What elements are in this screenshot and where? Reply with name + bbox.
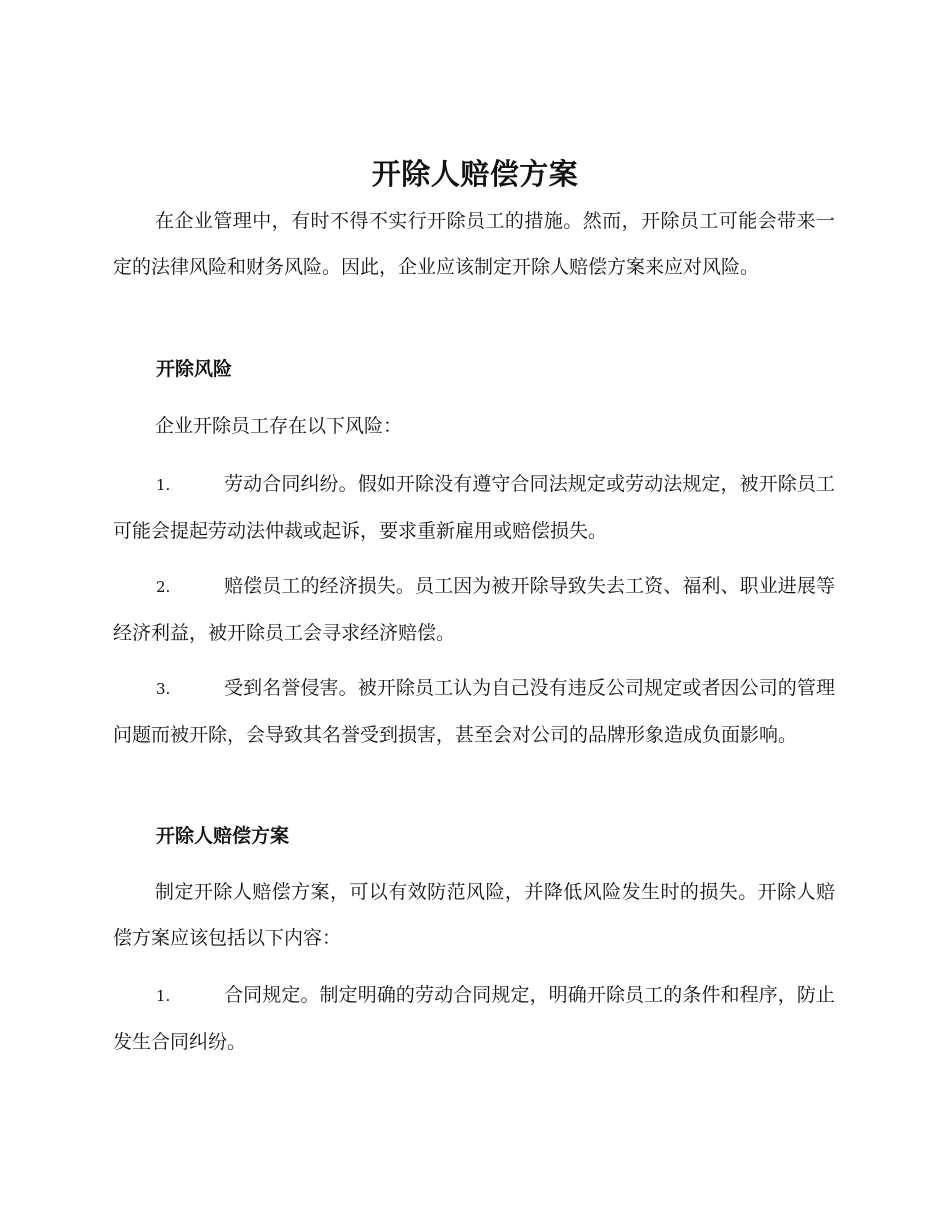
list-item-text: 赔偿员工的经济损失。员工因为被开除导致失去工资、福利、职业进展等经济利益，被开除员工会寻求经济赔偿。 [113,575,835,644]
list-number: 2. [156,578,171,596]
plan-list-item [113,972,835,1065]
risk-list-item [113,563,835,656]
risk-list-item [113,665,835,758]
plan-lead-paragraph: 制定开除人赔偿方案，可以有效防范风险，并降低风险发生时的损失。开除人赔偿方案应该包括以下内容： [113,881,835,949]
list-item-text: 合同规定。制定明确的劳动合同规定，明确开除员工的条件和程序，防止发生合同纠纷。 [113,984,835,1053]
list-item-text: 劳动合同纠纷。假如开除没有遵守合同法规定或劳动法规定，被开除员工可能会提起劳动法仲裁或起诉，要求重新雇用或赔偿损失。 [113,473,835,542]
section-heading-risks: 开除风险 [156,358,233,380]
risk-list-item [113,461,835,554]
risks-lead-paragraph: 企业开除员工存在以下风险： [155,415,403,437]
list-item-text: 受到名誉侵害。被开除员工认为自己没有违反公司规定或者因公司的管理问题而被开除，会导致其名誉受到损害，甚至会对公司的品牌形象造成负面影响。 [113,677,835,746]
document-title: 开除人赔偿方案 [371,157,579,191]
section-heading-compensation-plan: 开除人赔偿方案 [156,825,290,847]
list-number: 1. [156,987,171,1005]
intro-paragraph: 在企业管理中，有时不得不实行开除员工的措施。然而，开除员工可能会带来一定的法律风险和财务风险。因此，企业应该制定开除人赔偿方案来应对风险。 [113,210,835,278]
list-number: 3. [156,680,171,698]
list-number: 1. [156,476,171,494]
